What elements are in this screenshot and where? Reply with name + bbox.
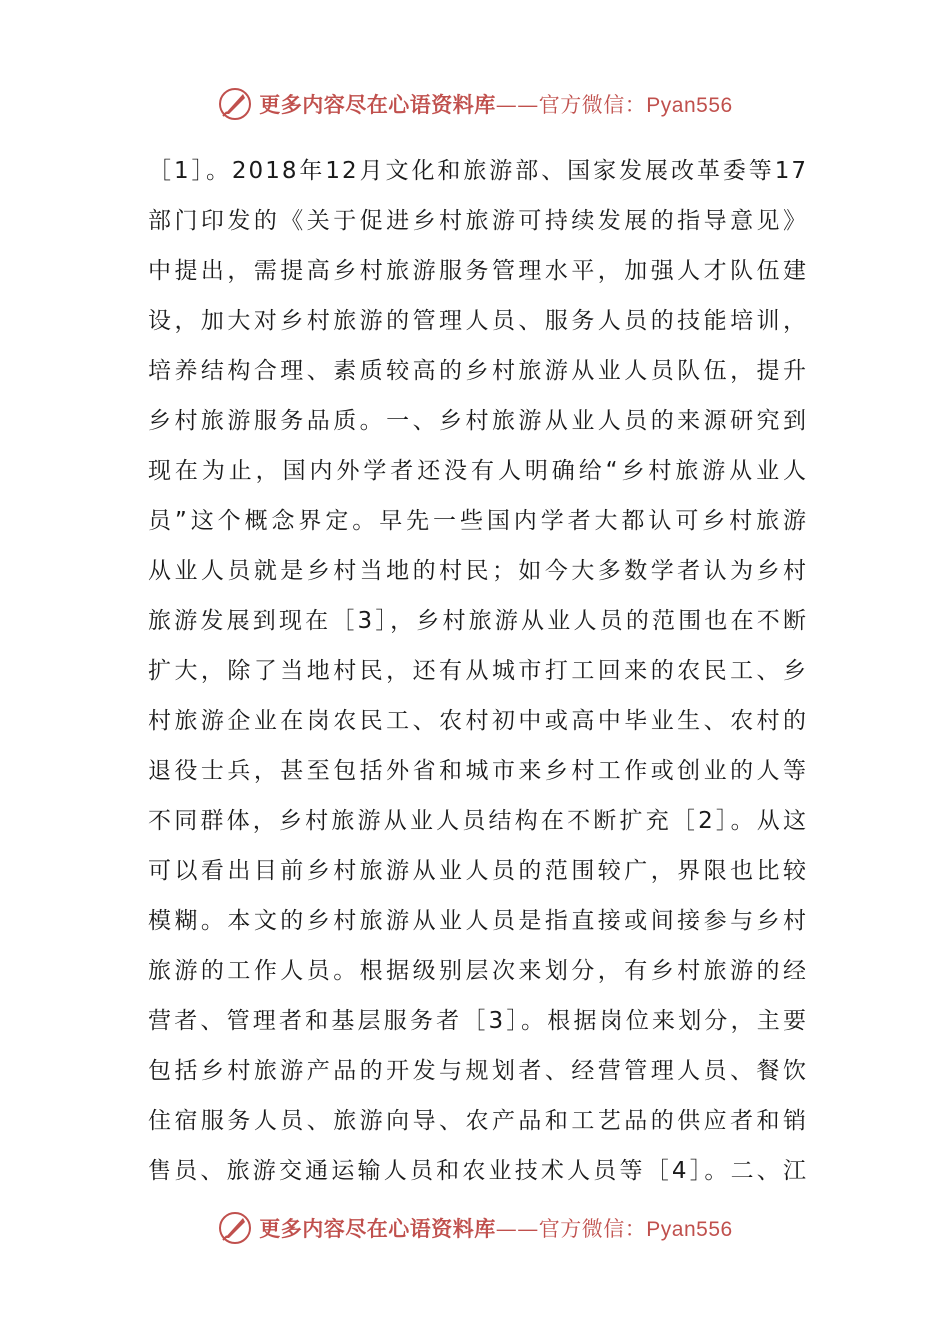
document-body [148, 146, 808, 1196]
body-line: 售员、旅游交通运输人员和农业技术人员等［4］。二、江 [148, 1158, 808, 1184]
header-wechat-label: 官方微信： [538, 93, 647, 117]
body-line: 包括乡村旅游产品的开发与规划者、经营管理人员、餐饮 [148, 1058, 808, 1084]
body-line: ［1］。2018年12月文化和旅游部、国家发展改革委等17 [148, 158, 808, 184]
body-line: 员”这个概念界定。早先一些国内学者大都认可乡村旅游 [148, 508, 808, 534]
body-line: 从业人员就是乡村当地的村民；如今大多数学者认为乡村 [148, 558, 808, 584]
body-line: 营者、管理者和基层服务者［3］。根据岗位来划分，主要 [148, 1008, 808, 1034]
header-dash: —— [495, 93, 539, 117]
footer-dash: —— [495, 1217, 539, 1241]
body-line: 住宿服务人员、旅游向导、农产品和工艺品的供应者和销 [148, 1108, 808, 1134]
body-line: 可以看出目前乡村旅游从业人员的范围较广，界限也比较 [148, 858, 808, 884]
quill-logo-icon [217, 1210, 253, 1246]
body-line: 乡村旅游服务品质。一、乡村旅游从业人员的来源研究到 [148, 408, 808, 434]
header-brand: 更多内容尽在心语资料库 [259, 92, 496, 117]
header-wechat-id: Pyan556 [646, 94, 733, 117]
body-line: 退役士兵，甚至包括外省和城市来乡村工作或创业的人等 [148, 758, 808, 784]
body-line: 现在为止，国内外学者还没有人明确给“乡村旅游从业人 [148, 458, 808, 484]
footer-banner-text [259, 1213, 732, 1243]
body-line: 村旅游企业在岗农民工、农村初中或高中毕业生、农村的 [148, 708, 808, 734]
body-line: 设，加大对乡村旅游的管理人员、服务人员的技能培训， [148, 308, 808, 334]
header-banner [0, 82, 950, 126]
body-line: 旅游发展到现在［3］，乡村旅游从业人员的范围也在不断 [148, 608, 808, 634]
quill-logo-icon [217, 86, 253, 122]
footer-brand: 更多内容尽在心语资料库 [259, 1216, 496, 1241]
footer-wechat-id: Pyan556 [646, 1218, 733, 1241]
body-line: 培养结构合理、素质较高的乡村旅游从业人员队伍，提升 [148, 358, 808, 384]
body-line: 中提出，需提高乡村旅游服务管理水平，加强人才队伍建 [148, 258, 808, 284]
footer-banner [0, 1206, 950, 1250]
body-line: 模糊。本文的乡村旅游从业人员是指直接或间接参与乡村 [148, 908, 808, 934]
body-line: 不同群体，乡村旅游从业人员结构在不断扩充［2］。从这 [148, 808, 808, 834]
body-line: 旅游的工作人员。根据级别层次来划分，有乡村旅游的经 [148, 958, 808, 984]
footer-wechat-label: 官方微信： [538, 1217, 647, 1241]
header-banner-text [259, 89, 732, 119]
body-line: 扩大，除了当地村民，还有从城市打工回来的农民工、乡 [148, 658, 808, 684]
body-line: 部门印发的《关于促进乡村旅游可持续发展的指导意见》 [148, 208, 808, 234]
